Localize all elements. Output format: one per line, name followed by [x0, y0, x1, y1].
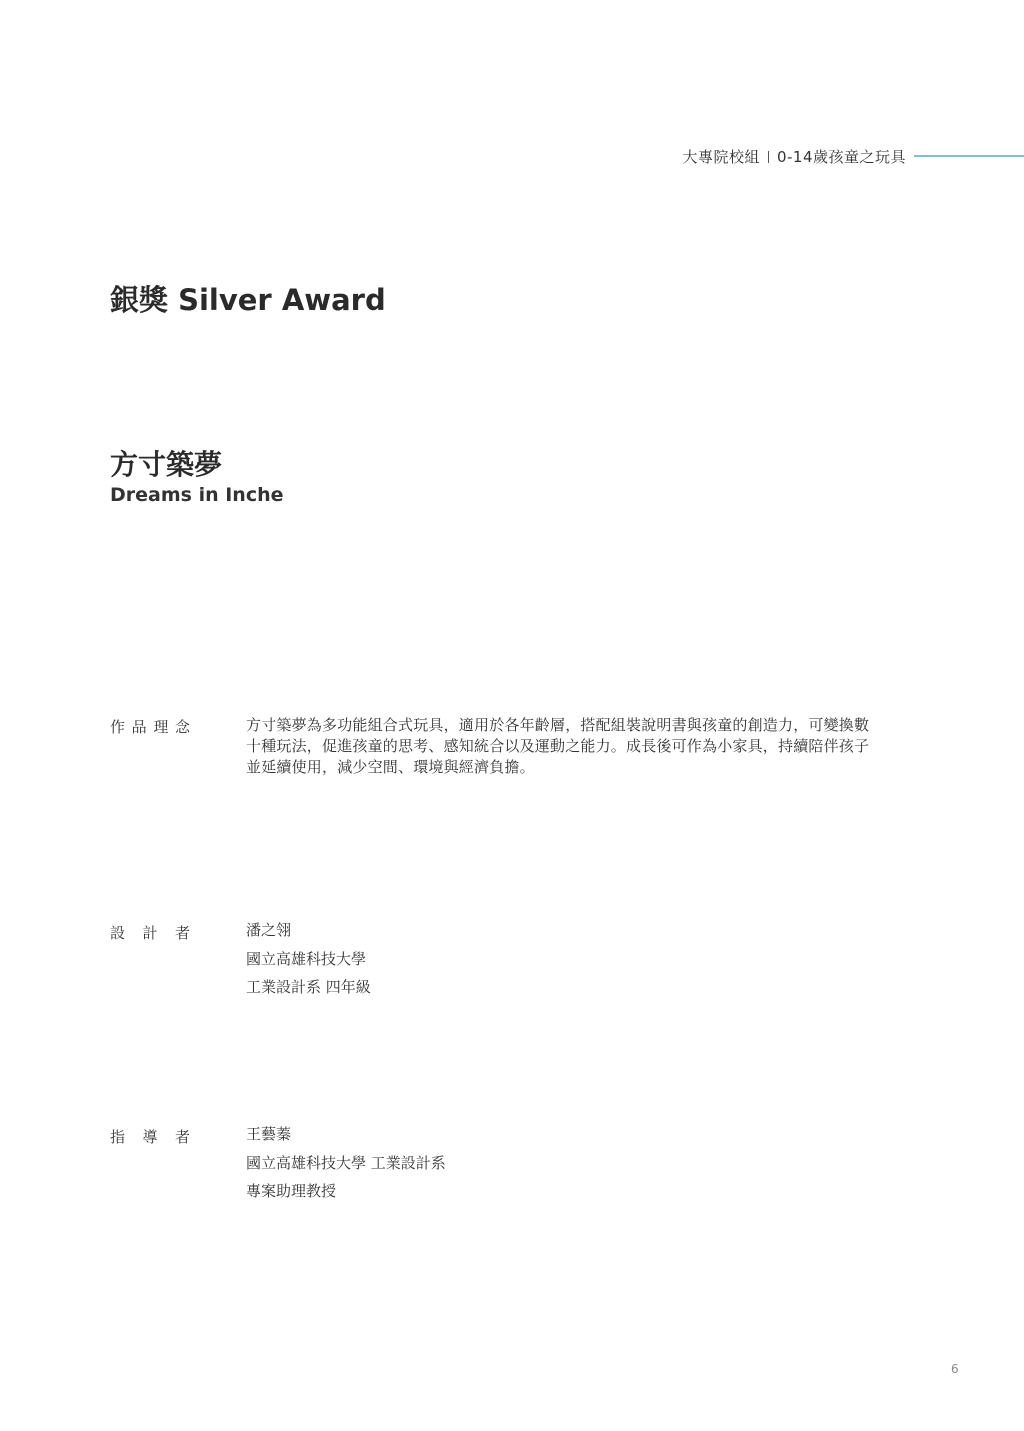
work-title: 方寸築夢: [110, 448, 223, 481]
header-accent-line: [914, 155, 1024, 157]
award-title: 銀獎 Silver Award: [110, 283, 386, 317]
designer-name: 潘之翎: [246, 921, 292, 939]
designer-label: 設 計 者: [110, 924, 190, 942]
category-label: 大專院校組: [682, 148, 760, 166]
advisor-title: 專案助理教授: [246, 1182, 337, 1200]
subcategory-label: 0-14歲孩童之玩具: [776, 148, 906, 166]
category-divider: [768, 151, 769, 163]
advisor-name: 王藝蓁: [246, 1125, 292, 1143]
page-number: 6: [951, 1362, 959, 1376]
advisor-school: 國立高雄科技大學 工業設計系: [246, 1153, 446, 1172]
advisor-label: 指 導 者: [110, 1128, 190, 1146]
header-category: [682, 146, 906, 167]
designer-department: 工業設計系 四年級: [246, 978, 371, 996]
concept-label: 作 品 理 念: [110, 718, 190, 736]
advisor-info: [246, 1120, 446, 1206]
designer-info: [246, 916, 371, 1002]
designer-school: 國立高雄科技大學: [246, 949, 367, 968]
concept-text: 方寸築夢為多功能組合式玩具，適用於各年齡層，搭配組裝說明書與孩童的創造力，可變換數十種玩法，促進孩童的思考、感知統合以及運動之能力。成長後可作為小家具，持續陪伴孩子並延續使用，減少空間、環境與經濟負擔。: [246, 716, 870, 776]
work-title-en: Dreams in Inche: [110, 484, 284, 506]
